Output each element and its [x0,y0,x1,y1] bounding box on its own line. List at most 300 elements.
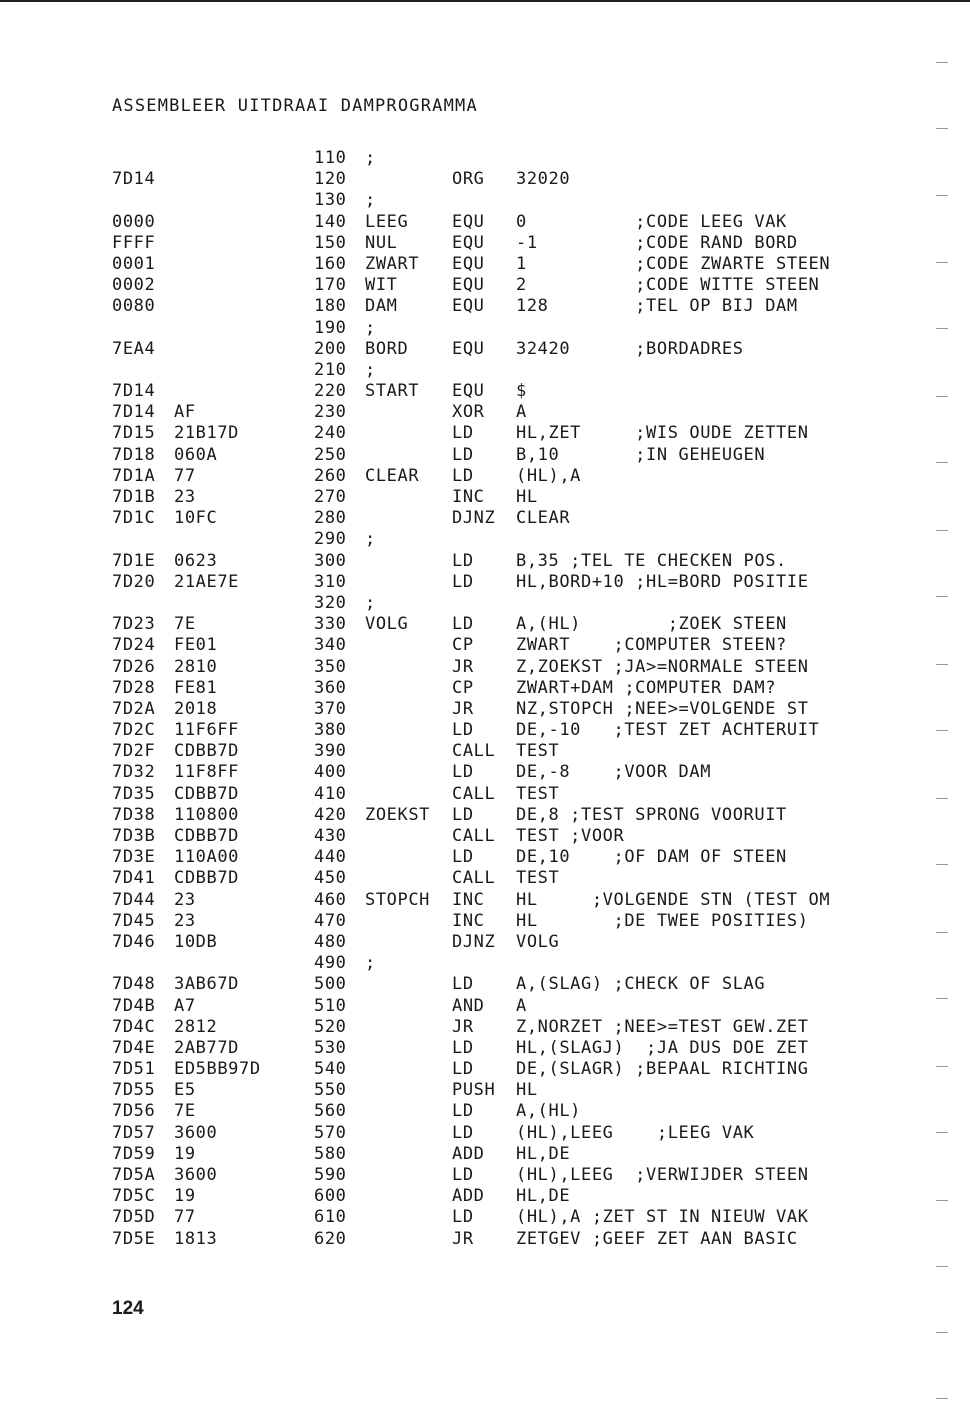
listing-address: 7D23 [112,614,156,635]
listing-line-number: 570 [314,1122,347,1143]
listing-operand-comment: (HL),A [516,465,582,486]
listing-mnemonic: EQU [452,232,485,253]
listing-line-number: 240 [314,423,347,444]
listing-mnemonic: CALL [452,826,496,846]
margin-tick [936,128,948,129]
listing-machine-code: 77 [174,465,196,486]
listing-operand-comment: CLEAR [516,508,571,529]
listing-operand-comment: -1 ;CODE RAND BORD [516,232,798,253]
listing-mnemonic: EQU [452,338,485,359]
listing-mnemonic: LD [452,423,474,444]
listing-line-number: 600 [314,1186,347,1207]
listing-address: 7D5D [112,1207,156,1228]
listing-line-number: 390 [314,741,347,762]
listing-address: 7D5E [112,1228,156,1249]
listing-line-number: 620 [314,1228,347,1249]
listing-row [0,826,970,847]
listing-row [0,1017,970,1038]
page-title: ASSEMBLEER UITDRAAI DAMPROGRAMMA [112,96,478,116]
listing-line-number: 210 [314,359,347,380]
listing-mnemonic: JR [452,1016,474,1037]
listing-operand-comment: A,(HL) ;ZOEK STEEN [516,614,787,635]
listing-address: 7D20 [112,571,156,592]
listing-line-number: 560 [314,1101,347,1122]
listing-operand-comment: HL,ZET ;WIS OUDE ZETTEN [516,423,809,444]
listing-row [0,635,970,656]
listing-operand-comment: HL,DE [516,1143,571,1164]
listing-address: FFFF [112,232,156,253]
listing-address: 7D5A [112,1165,156,1185]
listing-address: 7D28 [112,677,156,698]
listing-row [0,593,970,614]
listing-line-number: 520 [314,1016,347,1037]
listing-row [0,657,970,678]
listing-operand-comment: 1 ;CODE ZWARTE STEEN [516,253,831,274]
listing-machine-code: 19 [174,1186,196,1207]
listing-machine-code: 21B17D [174,423,240,444]
listing-address: 7D1A [112,465,156,486]
listing-address: 7D46 [112,931,156,952]
listing-machine-code: 19 [174,1143,196,1164]
listing-line-number: 310 [314,571,347,592]
listing-mnemonic: LD [452,1101,474,1122]
listing-mnemonic: LD [452,847,474,868]
listing-operand-comment: B,10 ;IN GEHEUGEN [516,444,766,465]
listing-address: 7D45 [112,910,156,931]
listing-address: 7D18 [112,444,156,465]
listing-machine-code: CDBB7D [174,868,240,889]
listing-operand-comment: DE,-10 ;TEST ZET ACHTERUIT [516,720,820,741]
listing-machine-code: 7E [174,614,196,635]
margin-tick [936,798,948,799]
listing-row [0,402,970,423]
listing-mnemonic: DJNZ [452,508,496,529]
listing-line-number: 270 [314,487,347,507]
margin-tick [936,462,948,463]
listing-machine-code: FE01 [174,635,218,656]
listing-mnemonic: ADD [452,1186,485,1207]
listing-line-number: 370 [314,698,347,719]
listing-row [0,720,970,741]
listing-address: 0000 [112,211,156,232]
listing-row [0,1101,970,1122]
listing-machine-code: 2AB77D [174,1037,240,1058]
listing-mnemonic: LD [452,720,474,741]
listing-row [0,487,970,508]
listing-machine-code: CDBB7D [174,826,240,846]
listing-operand-comment: 32420 ;BORDADRES [516,338,744,359]
listing-line-number: 220 [314,381,347,402]
listing-label: ; [365,953,376,974]
listing-operand-comment: TEST [516,741,560,762]
listing-operand-comment: A [516,995,527,1016]
listing-row [0,423,970,444]
listing-label: ZOEKST [365,804,431,825]
listing-operand-comment: DE,(SLAGR) ;BEPAAL RICHTING [516,1059,809,1080]
listing-operand-comment: B,35 ;TEL TE CHECKEN POS. [516,550,787,571]
listing-row [0,1123,970,1144]
listing-operand-comment: (HL),LEEG ;LEEG VAK [516,1122,755,1143]
margin-tick [936,328,948,329]
listing-row [0,762,970,783]
listing-mnemonic: LD [452,465,474,486]
listing-address: 7D4C [112,1016,156,1037]
listing-mnemonic: EQU [452,253,485,274]
listing-mnemonic: LD [452,1037,474,1058]
listing-operand-comment: 128 ;TEL OP BIJ DAM [516,296,798,317]
listing-address: 7D1E [112,550,156,571]
listing-machine-code: FE81 [174,677,218,698]
listing-mnemonic: CALL [452,741,496,762]
listing-row [0,339,970,360]
listing-mnemonic: LD [452,974,474,995]
listing-address: 7D1B [112,487,156,507]
listing-machine-code: 1813 [174,1228,218,1249]
listing-machine-code: 11F6FF [174,720,240,741]
listing-address: 7D24 [112,635,156,656]
listing-mnemonic: LD [452,571,474,592]
listing-mnemonic: JR [452,698,474,719]
listing-address: 7D51 [112,1059,156,1080]
listing-row [0,699,970,720]
listing-address: 7D2F [112,741,156,762]
listing-line-number: 160 [314,253,347,274]
listing-operand-comment: DE,-8 ;VOOR DAM [516,762,712,783]
listing-line-number: 110 [314,148,347,168]
listing-address: 7D5C [112,1186,156,1207]
listing-label: ; [365,529,376,550]
listing-mnemonic: PUSH [452,1080,496,1101]
listing-line-number: 340 [314,635,347,656]
listing-address: 7D35 [112,783,156,804]
listing-machine-code: 21AE7E [174,571,240,592]
margin-tick [936,396,948,397]
listing-label: ZWART [365,253,420,274]
listing-row [0,614,970,635]
listing-row [0,233,970,254]
listing-row [0,1207,970,1228]
listing-machine-code: ED5BB97D [174,1059,261,1080]
listing-line-number: 580 [314,1143,347,1164]
listing-mnemonic: CALL [452,868,496,889]
listing-row [0,847,970,868]
listing-operand-comment: HL,(SLAGJ) ;JA DUS DOE ZET [516,1037,809,1058]
listing-label: STOPCH [365,889,431,910]
listing-address: 7EA4 [112,338,156,359]
listing-label: NUL [365,232,398,253]
listing-row [0,466,970,487]
listing-line-number: 360 [314,677,347,698]
listing-line-number: 450 [314,868,347,889]
listing-address: 7D41 [112,868,156,889]
listing-line-number: 290 [314,529,347,550]
listing-operand-comment: ZWART+DAM ;COMPUTER DAM? [516,677,777,698]
listing-machine-code: 3600 [174,1122,218,1143]
listing-line-number: 230 [314,402,347,423]
listing-machine-code: 060A [174,444,218,465]
listing-line-number: 410 [314,783,347,804]
listing-mnemonic: JR [452,656,474,677]
listing-mnemonic: EQU [452,275,485,296]
listing-machine-code: CDBB7D [174,783,240,804]
listing-row [0,148,970,169]
listing-machine-code: E5 [174,1080,196,1101]
listing-mnemonic: INC [452,889,485,910]
listing-row [0,1229,970,1250]
margin-tick [936,932,948,933]
margin-tick [936,1398,948,1399]
listing-operand-comment: (HL),A ;ZET ST IN NIEUW VAK [516,1207,809,1228]
listing-address: 7D14 [112,402,156,423]
listing-mnemonic: INC [452,910,485,931]
listing-operand-comment: ZWART ;COMPUTER STEEN? [516,635,787,656]
listing-operand-comment: Z,ZOEKST ;JA>=NORMALE STEEN [516,656,809,677]
listing-mnemonic: LD [452,762,474,783]
listing-line-number: 400 [314,762,347,783]
listing-operand-comment: HL [516,1080,538,1101]
listing-machine-code: A7 [174,995,196,1016]
listing-address: 7D2A [112,698,156,719]
listing-line-number: 250 [314,444,347,465]
margin-tick [936,262,948,263]
listing-machine-code: 23 [174,889,196,910]
listing-row [0,169,970,190]
listing-row [0,1038,970,1059]
margin-tick [936,730,948,731]
listing-machine-code: 2810 [174,656,218,677]
listing-address: 7D57 [112,1122,156,1143]
listing-line-number: 300 [314,550,347,571]
margin-tick [936,1132,948,1133]
listing-row [0,1144,970,1165]
listing-machine-code: 10FC [174,508,218,529]
listing-row [0,529,970,550]
listing-operand-comment: VOLG [516,931,560,952]
listing-mnemonic: LD [452,804,474,825]
listing-row [0,953,970,974]
listing-operand-comment: DE,8 ;TEST SPRONG VOORUIT [516,804,787,825]
listing-line-number: 460 [314,889,347,910]
listing-machine-code: 3600 [174,1165,218,1185]
listing-operand-comment: ZETGEV ;GEEF ZET AAN BASIC [516,1228,798,1249]
listing-operand-comment: TEST ;VOOR [516,826,625,846]
listing-row [0,508,970,529]
listing-row [0,1080,970,1101]
listing-label: ; [365,190,376,211]
listing-line-number: 490 [314,953,347,974]
margin-tick [936,998,948,999]
listing-machine-code: 23 [174,910,196,931]
listing-operand-comment: 32020 [516,169,571,190]
listing-row [0,974,970,995]
listing-row [0,551,970,572]
listing-operand-comment: HL [516,487,538,507]
listing-row [0,911,970,932]
listing-operand-comment: 2 ;CODE WITTE STEEN [516,275,820,296]
listing-machine-code: CDBB7D [174,741,240,762]
listing-operand-comment: HL ;VOLGENDE STN (TEST OM [516,889,831,910]
listing-row [0,381,970,402]
listing-label: LEEG [365,211,409,232]
listing-row [0,190,970,211]
listing-address: 7D26 [112,656,156,677]
listing-line-number: 510 [314,995,347,1016]
listing-line-number: 440 [314,847,347,868]
listing-machine-code: 110A00 [174,847,240,868]
listing-mnemonic: CALL [452,783,496,804]
listing-mnemonic: ORG [452,169,485,190]
margin-tick [936,1200,948,1201]
listing-operand-comment: HL,DE [516,1186,571,1207]
listing-mnemonic: LD [452,1165,474,1185]
listing-operand-comment: NZ,STOPCH ;NEE>=VOLGENDE ST [516,698,809,719]
listing-mnemonic: AND [452,995,485,1016]
listing-address: 7D56 [112,1101,156,1122]
assembler-listing [0,148,970,1250]
listing-operand-comment: A,(SLAG) ;CHECK OF SLAG [516,974,766,995]
listing-label: CLEAR [365,465,420,486]
listing-row [0,890,970,911]
listing-machine-code: 2812 [174,1016,218,1037]
listing-mnemonic: CP [452,677,474,698]
margin-tick [936,62,948,63]
listing-mnemonic: DJNZ [452,931,496,952]
listing-label: ; [365,359,376,380]
listing-address: 7D48 [112,974,156,995]
listing-row [0,996,970,1017]
listing-line-number: 140 [314,211,347,232]
listing-row [0,1186,970,1207]
listing-address: 7D59 [112,1143,156,1164]
margin-tick [936,530,948,531]
listing-operand-comment: DE,10 ;OF DAM OF STEEN [516,847,787,868]
page-number: 124 [112,1298,144,1319]
listing-address: 0002 [112,275,156,296]
listing-machine-code: 7E [174,1101,196,1122]
listing-mnemonic: LD [452,550,474,571]
listing-operand-comment: $ [516,381,527,402]
listing-row [0,254,970,275]
listing-row [0,572,970,593]
listing-machine-code: 110800 [174,804,240,825]
listing-line-number: 380 [314,720,347,741]
margin-tick [936,1332,948,1333]
listing-mnemonic: CP [452,635,474,656]
listing-line-number: 190 [314,317,347,338]
listing-operand-comment: Z,NORZET ;NEE>=TEST GEW.ZET [516,1016,809,1037]
listing-operand-comment: TEST [516,783,560,804]
listing-mnemonic: LD [452,614,474,635]
listing-address: 7D15 [112,423,156,444]
listing-row [0,784,970,805]
listing-address: 7D38 [112,804,156,825]
listing-line-number: 170 [314,275,347,296]
listing-row [0,741,970,762]
listing-address: 7D4E [112,1037,156,1058]
listing-line-number: 420 [314,804,347,825]
listing-line-number: 320 [314,592,347,613]
listing-row [0,678,970,699]
listing-operand-comment: HL ;DE TWEE POSITIES) [516,910,809,931]
listing-operand-comment: HL,BORD+10 ;HL=BORD POSITIE [516,571,809,592]
listing-line-number: 260 [314,465,347,486]
listing-mnemonic: ADD [452,1143,485,1164]
listing-address: 0080 [112,296,156,317]
listing-label: BORD [365,338,409,359]
listing-row [0,805,970,826]
listing-row [0,360,970,381]
listing-address: 7D14 [112,381,156,402]
listing-line-number: 280 [314,508,347,529]
listing-machine-code: 11F8FF [174,762,240,783]
listing-address: 7D4B [112,995,156,1016]
listing-label: WIT [365,275,398,296]
listing-machine-code: AF [174,402,196,423]
margin-tick [936,195,948,196]
listing-line-number: 540 [314,1059,347,1080]
listing-machine-code: 23 [174,487,196,507]
listing-mnemonic: LD [452,1122,474,1143]
listing-line-number: 550 [314,1080,347,1101]
listing-machine-code: 10DB [174,931,218,952]
listing-line-number: 610 [314,1207,347,1228]
listing-operand-comment: (HL),LEEG ;VERWIJDER STEEN [516,1165,809,1185]
margin-tick [936,596,948,597]
listing-line-number: 120 [314,169,347,190]
listing-mnemonic: XOR [452,402,485,423]
listing-mnemonic: INC [452,487,485,507]
margin-tick [936,864,948,865]
listing-machine-code: 3AB67D [174,974,240,995]
listing-row [0,1165,970,1186]
listing-address: 7D44 [112,889,156,910]
listing-mnemonic: EQU [452,381,485,402]
listing-mnemonic: JR [452,1228,474,1249]
listing-line-number: 430 [314,826,347,846]
listing-row [0,932,970,953]
listing-address: 7D3E [112,847,156,868]
listing-address: 7D1C [112,508,156,529]
listing-line-number: 470 [314,910,347,931]
listing-label: VOLG [365,614,409,635]
listing-address: 0001 [112,253,156,274]
listing-line-number: 480 [314,931,347,952]
listing-line-number: 180 [314,296,347,317]
listing-operand-comment: A [516,402,527,423]
listing-line-number: 200 [314,338,347,359]
listing-address: 7D55 [112,1080,156,1101]
listing-row [0,296,970,317]
listing-mnemonic: EQU [452,211,485,232]
listing-row [0,275,970,296]
listing-address: 7D2C [112,720,156,741]
listing-row [0,318,970,339]
listing-label: ; [365,148,376,168]
listing-label: DAM [365,296,398,317]
listing-row [0,445,970,466]
listing-operand-comment: TEST [516,868,560,889]
margin-tick [936,1066,948,1067]
listing-line-number: 350 [314,656,347,677]
listing-machine-code: 77 [174,1207,196,1228]
listing-line-number: 530 [314,1037,347,1058]
listing-line-number: 330 [314,614,347,635]
top-border-line [0,0,970,2]
listing-mnemonic: EQU [452,296,485,317]
listing-operand-comment: A,(HL) [516,1101,582,1122]
listing-mnemonic: LD [452,444,474,465]
listing-label: START [365,381,420,402]
